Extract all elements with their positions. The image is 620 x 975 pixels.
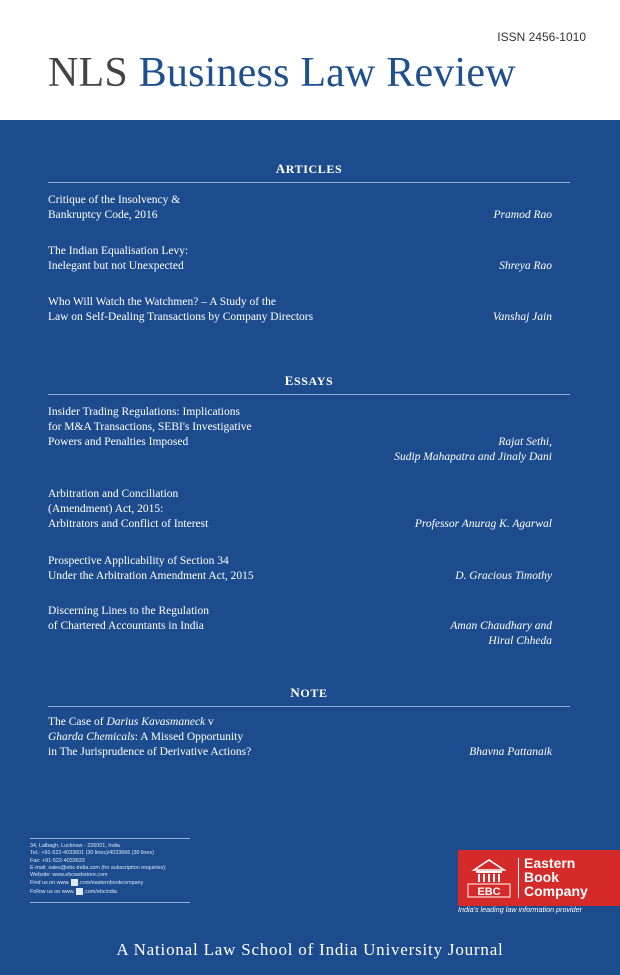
essay-2-author: Professor Anurag K. Agarwal (414, 518, 552, 530)
ebc-logo (458, 850, 620, 906)
journal-subtitle-footer: A National Law School of India University Journal (116, 940, 504, 959)
facebook-icon (71, 879, 78, 886)
journal-title-rest: Business Law Review (138, 50, 516, 96)
publisher-fax: Fax: +91-522-4033633 (30, 857, 85, 864)
ebc-crest-icon (466, 856, 512, 900)
twitter-icon (76, 888, 83, 895)
ebc-tagline: India's leading law information provider (458, 905, 583, 914)
essay-1-author: Rajat Sethi, Sudip Mahapatra and Jinaly Dani (394, 436, 552, 463)
note-1-author: Bhavna Pattanaik (469, 746, 552, 758)
note-heading: NOTE (48, 689, 570, 707)
ebc-word-company: Company (524, 883, 588, 899)
article-3-author: Vanshaj Jain (492, 311, 552, 323)
publisher-website: Website: www.ebcwebstore.com (30, 872, 108, 879)
publisher-twitter: Follow us on www. .com/ebcindia (30, 888, 117, 895)
essay-3-title: Prospective Applicability of Section 34 Under the Arbitration Amendment Act, 2015 (48, 555, 254, 582)
article-1-author: Pramod Rao (493, 209, 552, 221)
ebc-word-book: Book (524, 869, 559, 885)
issn-number: ISSN 2456-1010 (497, 30, 586, 44)
essay-2-title: Arbitration and Conciliation (Amendment) Act, 2015: Arbitrators and Conflict of Interest (48, 488, 209, 530)
publisher-contact-block (30, 838, 190, 903)
ebc-word-eastern: Eastern (524, 855, 576, 871)
journal-title-prefix: NLS (48, 50, 128, 96)
publisher-tel: Tel.: +91-522-4033601 (30 lines)/4033666 (30 lines) (30, 850, 154, 857)
publisher-address: 34, Lalbagh, Lucknow - 226001, India (30, 843, 120, 849)
publisher-facebook: Find us on www. .com/easternbookcompany (30, 880, 144, 887)
svg-text:EBC: EBC (477, 886, 501, 898)
article-2-title: The Indian Equalisation Levy: Inelegant but not Unexpected (48, 245, 189, 272)
essay-3-author: D. Gracious Timothy (455, 570, 552, 582)
article-1-title: Critique of the Insolvency & Bankruptcy Code, 2016 (48, 194, 181, 221)
essays-heading: ESSAYS (48, 377, 570, 395)
article-2-author: Shreya Rao (499, 260, 552, 272)
header-band (0, 0, 620, 120)
essay-4-author: Aman Chaudhary and Hiral Chheda (450, 620, 552, 647)
note-1-title: The Case of Darius Kavasmaneck v Gharda Chemicals: A Missed Opportunity in The Jurisprudence of Derivative Actions? (48, 716, 252, 758)
articles-heading: ARTICLES (48, 165, 570, 183)
essay-1-title: Insider Trading Regulations: Implications for M&A Transactions, SEBI's Investigative Powers and Penalties Imposed (48, 406, 252, 448)
publisher-email: E-mail: sales@ebc-india.com (for subscription enquiries); (30, 864, 167, 871)
article-3-title: Who Will Watch the Watchmen? – A Study of the Law on Self-Dealing Transactions by Company Directors (48, 296, 314, 323)
journal-title (48, 47, 516, 99)
essay-4-title: Discerning Lines to the Regulation of Chartered Accountants in India (48, 605, 209, 632)
ebc-divider (518, 858, 519, 898)
